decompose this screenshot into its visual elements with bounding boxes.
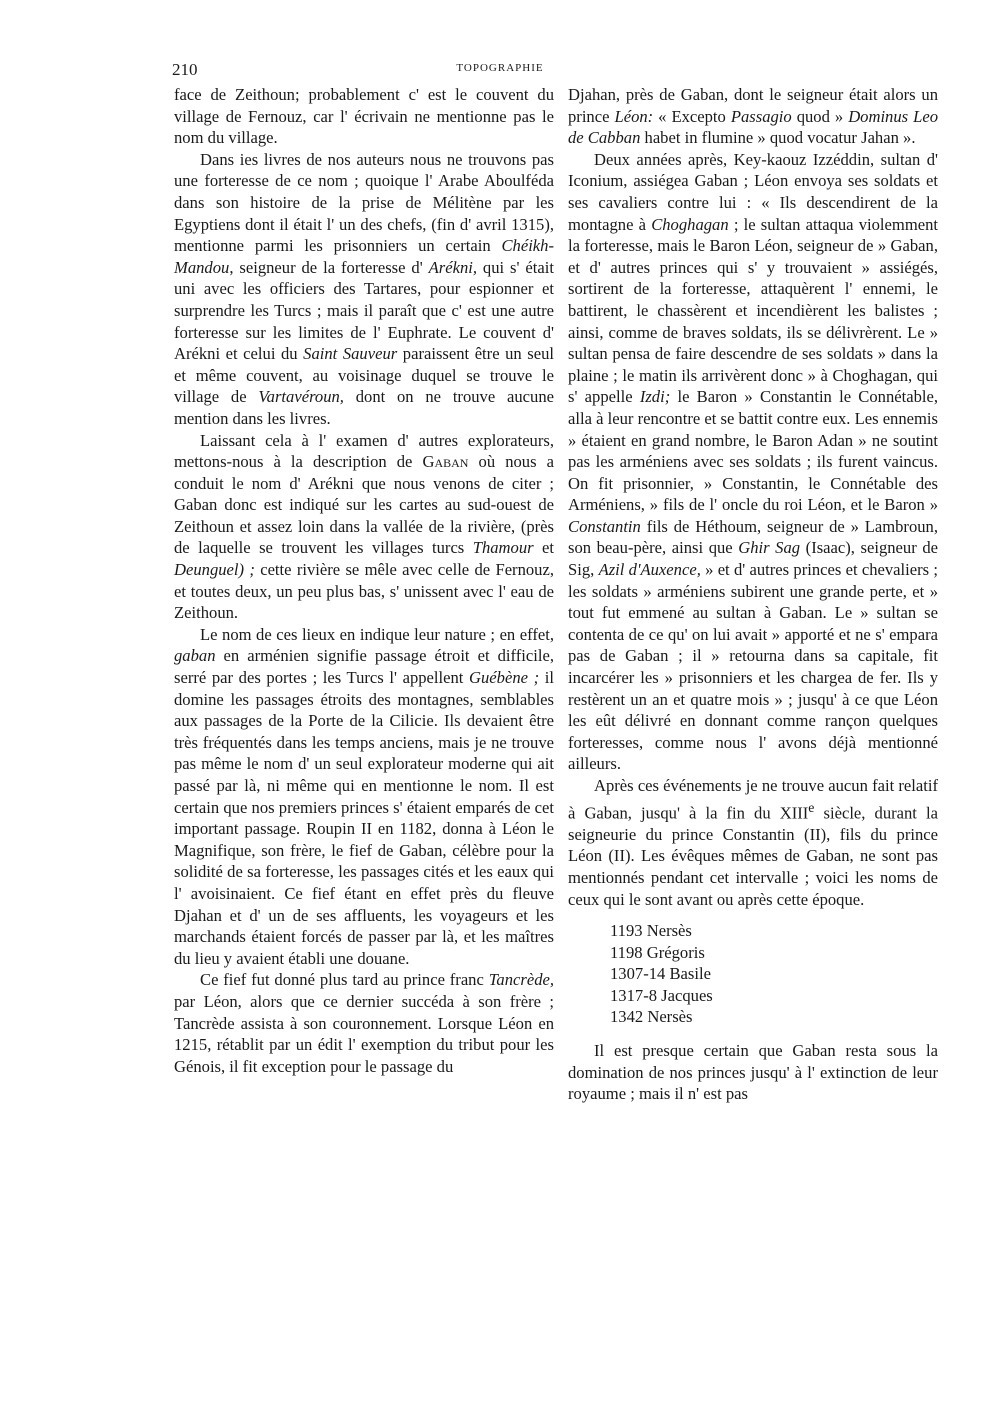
left-column	[174, 84, 554, 1077]
list-item: 1307-14 Basile	[610, 964, 711, 984]
bishops-list	[610, 920, 938, 1028]
paragraph: Après ces événements je ne trouve aucun fait relatif à Gaban, jusqu' à la fin du XIIIe siècle, durant la seigneurie du prince Constantin (II), fils du prince Léon (II). Les évêques mêmes de Gaban, ne sont pas mentionnés pendant cet intervalle ; voici les noms de ceux qui le sont avant ou après cette époque.	[568, 776, 938, 909]
running-title: TOPOGRAPHIE	[456, 62, 544, 74]
paragraph: Laissant cela à l' examen d' autres explorateurs, mettons-nous à la description de Gaban où nous a conduit le nom d' Arékni que nous venons de citer ; Gaban donc est indiqué sur les cartes au sud-ouest de Zeithoun et assez loin dans la vallée de la rivière, (près de laquelle se trouvent les villages turcs Thamour et Deunguel) ; cette rivière se mêle avec celle de Fernouz, et toutes deux, un peu plus bas, s' unissent avec l' eau de Zeithoun.	[174, 430, 554, 623]
list-item: 1342 Nersès	[610, 1007, 693, 1027]
paragraph: Djahan, près de Gaban, dont le seigneur était alors un prince Léon: « Excepto Passagio quod » Dominus Leo de Cabban habet in flumine » quod vocatur Jahan ».	[568, 85, 938, 148]
list-item: 1198 Grégoris	[610, 942, 705, 962]
right-column	[568, 84, 938, 1105]
paragraph: face de Zeithoun; probablement c' est le couvent du village de Fernouz, car l' écrivain ne mentionne pas le nom du village.	[174, 85, 554, 148]
paragraph: Deux années après, Key-kaouz Izzéddin, sultan d' Iconium, assiégea Gaban ; Léon envoya ses soldats et ses cavaliers contre lui : « Ils descendirent de la montagne à Choghagan ; le sultan attaqua violemment la forteresse, mais le Baron Léon, seigneur de » Gaban, et d' autres princes qui s' y trouvaient » assiégés, sortirent de la forteresse, attaquèrent l' ennemi, le battirent, le chassèrent et incendièrent les balistes ; ainsi, comme de braves soldats, ils se délivrèrent. Le » sultan pensa de faire descendre de ses soldats » dans la plaine ; le matin ils arrivèrent donc » à Choghagan, qui s' appelle Izdi; le Baron » Constantin le Connétable, alla à leur rencontre et se battit contre eux. Les ennemis » étaient en grand nombre, le Baron Adan » ne soutint pas les arméniens avec ses soldats ; ils furent vaincus. On fit prisonnier, » Constantin, le Connétable des Arméniens, » fils de l' oncle du roi Léon, et le Baron » Constantin fils de Héthoum, seigneur de » Lambroun, son beau-père, ainsi que Ghir Sag (Isaac), seigneur de Sig, Azil d'Auxence, » et d' autres princes et chevaliers ; les soldats » arméniens subirent une grande perte, et » tout fut emmené au sultan à Gaban. Le » sultan se contenta de ce qu' on lui avait » apporté et ne s' empara pas de Gaban ; il » retourna dans sa capitale, fit incarcérer les » prisonniers et les chargea de fer. Ils y restèrent un an et quatre mois » ; jusqu' à ce que Léon les eût délivré en donnant comme rançon quelques forteresses, comme nous l' avons déjà mentionné ailleurs.	[568, 149, 938, 774]
page-number: 210	[172, 60, 198, 79]
paragraph: Il est presque certain que Gaban resta sous la domination de nos princes jusqu' à l' extinction de leur royaume ; mais il n' est pas	[568, 1041, 938, 1104]
paragraph: Le nom de ces lieux en indique leur nature ; en effet, gaban en arménien signifie passage étroit et difficile, serré par des portes ; les Turcs l' appellent Guébène ; il domine les passages étroits des montagnes, semblables aux passages de la Porte de la Cilicie. Ils devaient être très fréquentés dans les temps anciens, mais je ne trouve pas même le nom d' un seul explorateur moderne qui ait passé par là, ni même qui en mentionne le nom. Il est certain que nos premiers princes s' étaient emparés de cet important passage. Roupin II en 1182, donna à Léon le Magnifique, son frère, le fief de Gaban, célèbre pour la solidité de sa forteresse, les passages cités et les eaux qui l' avoisinaient. Ce fief étant en effet près du fleuve Djahan et d' un de ses affluents, les voyageurs et les marchands étaient forcés de passer par là, et les maîtres du lieu y avaient établi une douane.	[174, 624, 554, 968]
list-item: 1193 Nersès	[610, 921, 692, 941]
list-item: 1317-8 Jacques	[610, 985, 713, 1005]
paragraph: Dans ies livres de nos auteurs nous ne trouvons pas une forteresse de ce nom ; quoique l' Arabe Aboulféda dans son histoire de la prise de Mélitène par les Egyptiens dont il était l' un des chefs, (fin d' avril 1315), mentionne parmi les prisonniers un certain Chéikh-Mandou, seigneur de la forteresse d' Arékni, qui s' était uni avec les officiers des Tartares, pour espionner et surprendre les Turcs ; mais il paraît que c' est une autre forteresse sur les limites de l' Euphrate. Le couvent d' Arékni et celui du Saint Sauveur paraissent être un seul et même couvent, au voisinage duquel se trouve le village de Vartavéroun, dont on ne trouve aucune mention dans les livres.	[174, 149, 555, 428]
paragraph: Ce fief fut donné plus tard au prince franc Tancrède, par Léon, alors que ce dernier succéda à son frère ; Tancrède assista à son couronnement. Lorsque Léon en 1215, rétablit par un édit l' exemption du tribut pour les Génois, il fit exception pour le passage du	[174, 970, 554, 1076]
